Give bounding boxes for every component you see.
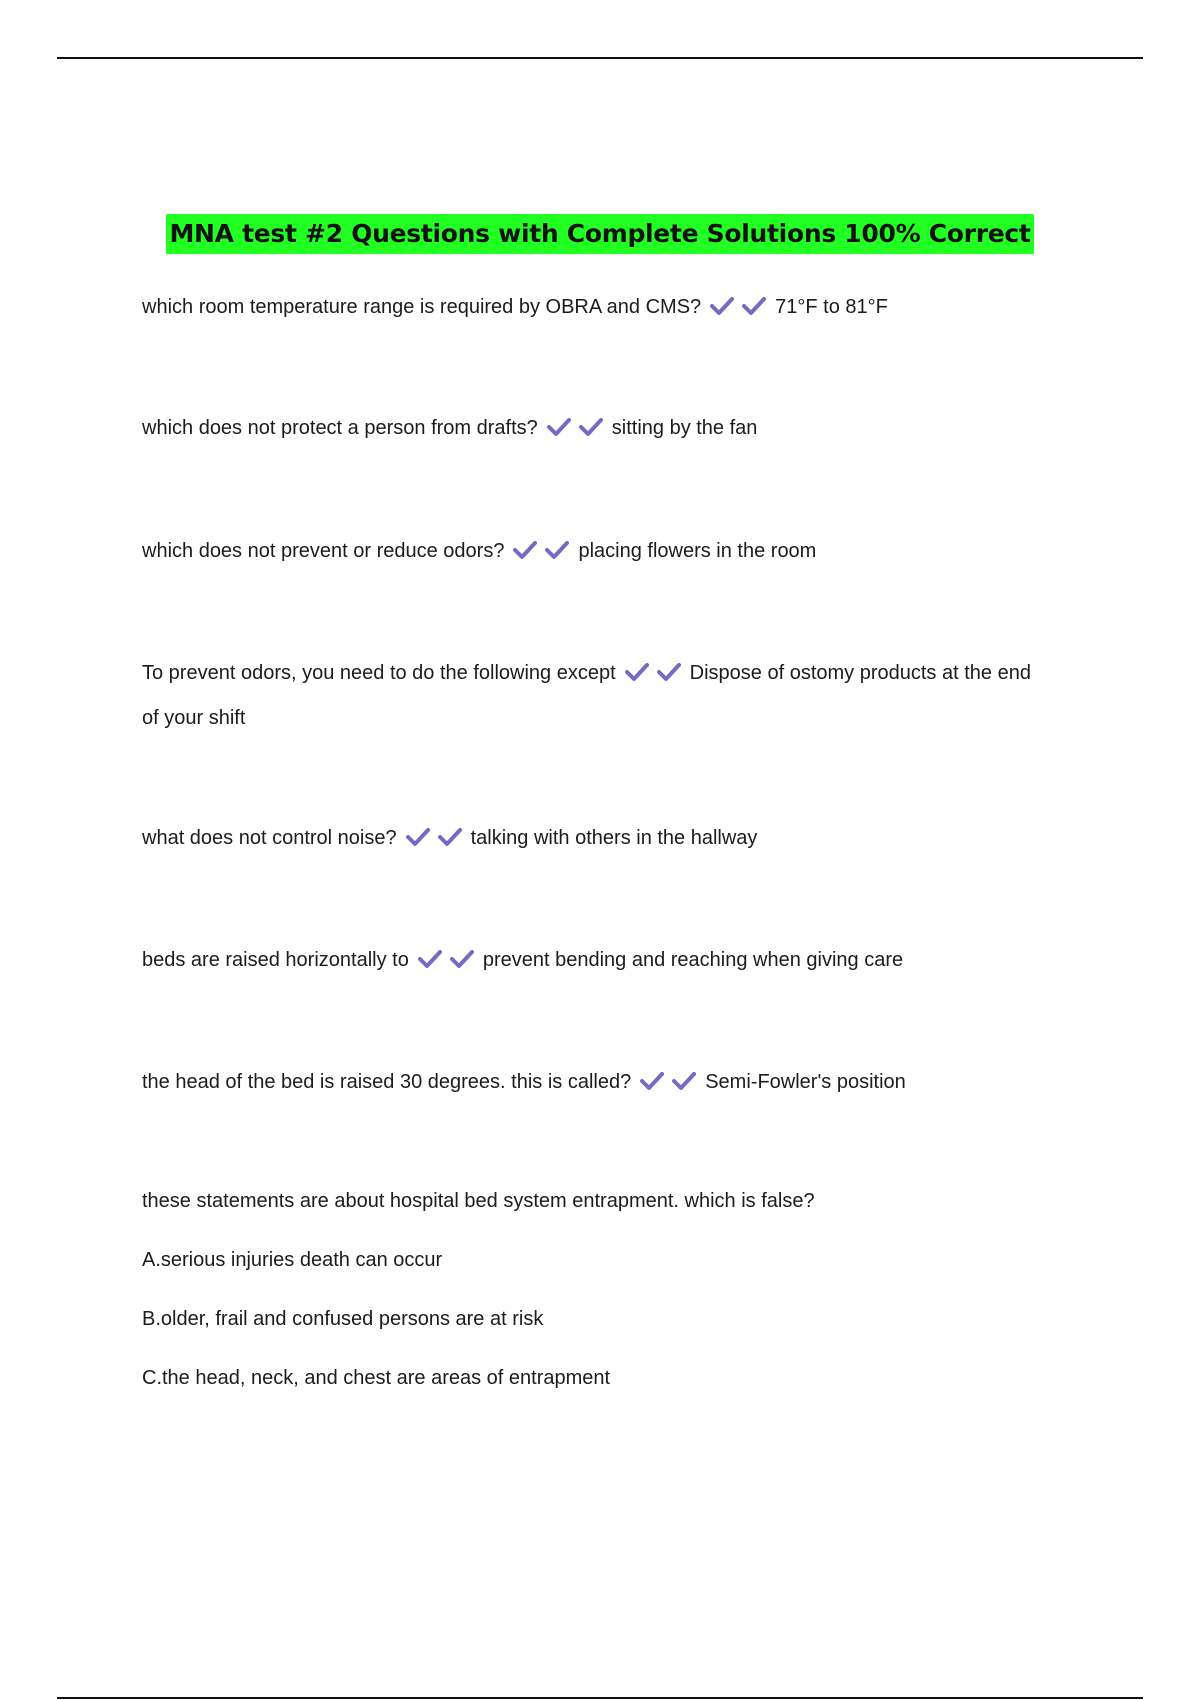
header-rule bbox=[57, 57, 1143, 59]
answer-text: 71°F to 81°F bbox=[775, 296, 888, 318]
check-icon bbox=[671, 1071, 697, 1091]
qa-item bbox=[142, 651, 1042, 740]
double-checkmark-icon bbox=[546, 405, 610, 449]
check-icon bbox=[624, 662, 650, 682]
check-icon bbox=[437, 827, 463, 847]
check-icon bbox=[639, 1071, 665, 1091]
answer-text: prevent bending and reaching when giving care bbox=[482, 949, 904, 971]
double-checkmark-icon bbox=[709, 284, 773, 328]
qa-item bbox=[142, 406, 1042, 451]
check-icon bbox=[741, 296, 767, 316]
footer-rule bbox=[57, 1697, 1143, 1699]
question-text: which room temperature range is required by OBRA and CMS? bbox=[142, 296, 702, 318]
check-icon bbox=[544, 540, 570, 560]
answer-text: talking with others in the hallway bbox=[470, 827, 758, 849]
question-text: To prevent odors, you need to do the following except bbox=[142, 662, 616, 684]
check-icon bbox=[512, 540, 538, 560]
qa-item bbox=[142, 816, 1042, 861]
answer-text: Dispose of ostomy products at the end of your shift bbox=[142, 662, 1031, 729]
check-icon bbox=[417, 949, 443, 969]
question-text: beds are raised horizontally to bbox=[142, 949, 409, 971]
check-icon bbox=[709, 296, 735, 316]
question-text: which does not protect a person from drafts? bbox=[142, 417, 538, 439]
answer-text: placing flowers in the room bbox=[578, 540, 817, 562]
check-icon bbox=[449, 949, 475, 969]
double-checkmark-icon bbox=[624, 650, 688, 694]
double-checkmark-icon bbox=[639, 1059, 703, 1103]
qa-item bbox=[142, 285, 1042, 330]
qa-item bbox=[142, 938, 1042, 983]
document-title: MNA test #2 Questions with Complete Solutions 100% Correct bbox=[166, 214, 1033, 254]
check-icon bbox=[405, 827, 431, 847]
check-icon bbox=[578, 417, 604, 437]
double-checkmark-icon bbox=[405, 815, 469, 859]
question-text: what does not control noise? bbox=[142, 827, 397, 849]
qa-item bbox=[142, 529, 1042, 574]
question-stem: these statements are about hospital bed system entrapment. which is false? bbox=[142, 1190, 815, 1212]
double-checkmark-icon bbox=[417, 937, 481, 981]
option-b: B.older, frail and confused persons are at risk bbox=[142, 1308, 544, 1330]
double-checkmark-icon bbox=[512, 528, 576, 572]
question-text: which does not prevent or reduce odors? bbox=[142, 540, 505, 562]
qa-item bbox=[142, 1060, 1042, 1105]
answer-text: sitting by the fan bbox=[611, 417, 758, 439]
question-text: the head of the bed is raised 30 degrees. this is called? bbox=[142, 1071, 632, 1093]
option-a: A.serious injuries death can occur bbox=[142, 1249, 443, 1271]
answer-text: Semi-Fowler's position bbox=[705, 1071, 906, 1093]
title-wrap bbox=[0, 214, 1200, 254]
check-icon bbox=[656, 662, 682, 682]
option-c: C.the head, neck, and chest are areas of entrapment bbox=[142, 1367, 611, 1389]
check-icon bbox=[546, 417, 572, 437]
